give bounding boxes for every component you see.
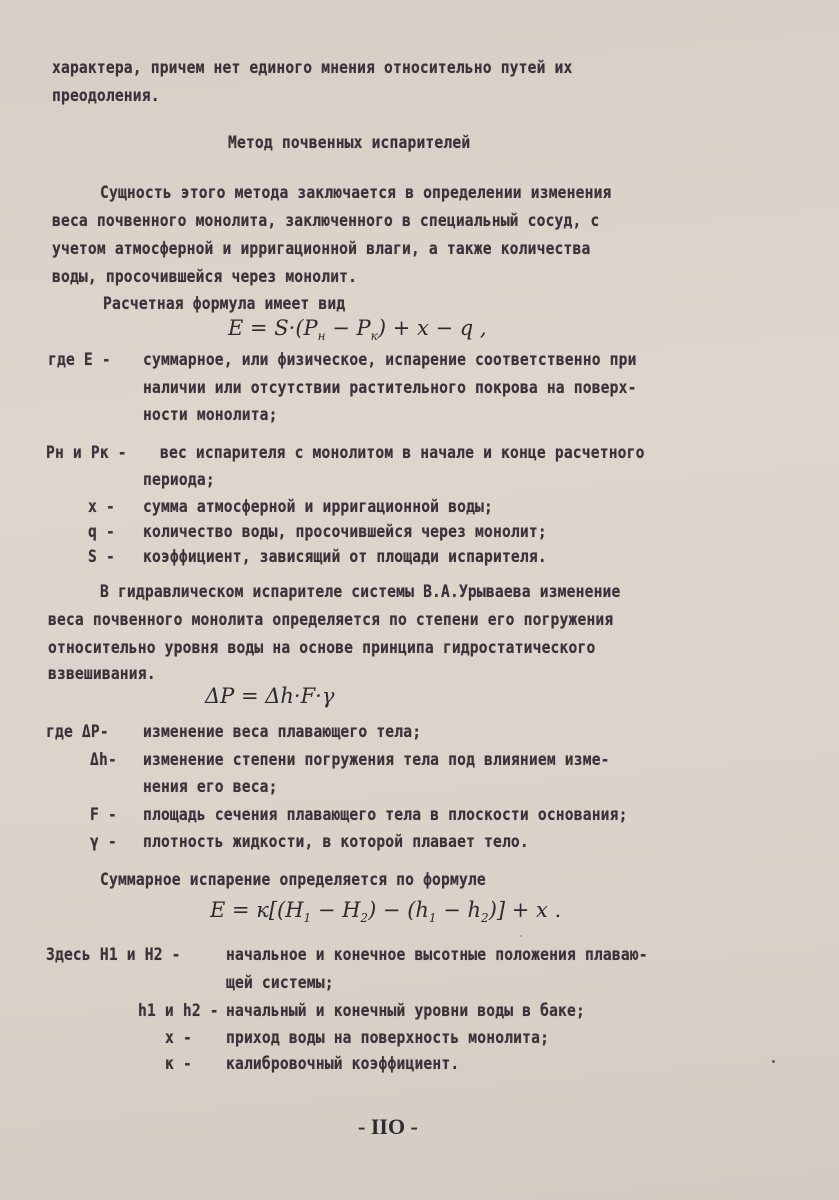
- legend1-symbol-P: Pн и Pк -: [46, 443, 127, 463]
- section-title: Метод почвенных испарителей: [228, 133, 471, 153]
- formula-total-evaporation: [210, 898, 561, 925]
- paper-speck: [772, 1060, 775, 1063]
- legend3-text-H: начальное и конечное высотные положения плаваю-: [226, 945, 648, 965]
- legend2-symbol-gamma: γ -: [90, 832, 117, 852]
- page-number: - IIO -: [358, 1114, 418, 1139]
- legend1-text-S: коэффициент, зависящий от площади испарителя.: [143, 547, 547, 567]
- legend1-text-E: суммарное, или физическое, испарение соответственно при: [143, 350, 637, 370]
- formula3-part: )] + x .: [488, 898, 562, 922]
- paragraph1-line-3: учетом атмосферной и ирригационной влаги, а также количества: [52, 239, 591, 259]
- legend3-symbol-h: h1 и h2 -: [138, 1001, 219, 1021]
- legend2-text-F: площадь сечения плавающего тела в плоскости основания;: [143, 805, 628, 825]
- formula-intro: Расчетная формула имеет вид: [103, 294, 346, 314]
- formula1-part: − P: [325, 316, 371, 340]
- legend1-text-q: количество воды, просочившейся через монолит;: [143, 522, 547, 542]
- legend3-symbol-x: x -: [165, 1028, 192, 1048]
- legend2-text-dh-cont: нения его веса;: [143, 777, 278, 797]
- legend3-text-k: калибровочный коэффициент.: [226, 1054, 460, 1074]
- formula3-intro: Суммарное испарение определяется по формуле: [100, 870, 486, 890]
- formula1-part: ) + x − q ,: [377, 316, 487, 340]
- legend2-text-dP: изменение веса плавающего тела;: [143, 722, 422, 742]
- paragraph2-line-3: относительно уровня воды на основе принципа гидростатического: [48, 638, 596, 658]
- formula1-part: E = S·(P: [228, 316, 318, 340]
- legend3-text-h: начальный и конечный уровни воды в баке;: [226, 1001, 585, 1021]
- formula3-sub: 2: [360, 911, 369, 926]
- formula3-sub: 2: [481, 911, 489, 926]
- legend2-symbol-dh: Δh-: [90, 750, 117, 770]
- formula1-sub-k: к: [370, 329, 378, 344]
- legend2-symbol-F: F -: [90, 805, 117, 825]
- legend2-symbol-dP: где ΔP-: [46, 722, 109, 742]
- formula3-sub: 1: [428, 911, 437, 926]
- legend3-symbol-H: Здесь H1 и H2 -: [46, 945, 181, 965]
- paragraph2-line-2: веса почвенного монолита определяется по степени его погружения: [48, 610, 614, 630]
- intro-line-1: характера, причем нет единого мнения относительно путей их: [52, 58, 573, 78]
- legend3-symbol-k: к -: [165, 1054, 192, 1074]
- legend1-text-E-cont1: наличии или отсутствии растительного покрова на поверх-: [143, 378, 637, 398]
- formula3-part: E = к[(H: [210, 898, 304, 922]
- paragraph1-line-2: веса почвенного монолита, заключенного в специальный сосуд, с: [52, 211, 600, 231]
- legend2-text-gamma: плотность жидкости, в которой плавает тело.: [143, 832, 529, 852]
- formula3-part: ) − (h: [368, 898, 429, 922]
- formula3-part: − H: [311, 898, 361, 922]
- intro-line-2: преодоления.: [52, 86, 160, 106]
- legend1-symbol-q: q -: [88, 522, 115, 542]
- formula1-sub-n: н: [317, 329, 326, 344]
- paragraph2-line-1: В гидравлическом испарителе системы В.А.Урываева изменение: [100, 582, 621, 602]
- formula-hydrostatic: ΔP = Δh·F·γ: [205, 684, 335, 708]
- formula-evaporation: [228, 316, 487, 343]
- legend1-symbol-E: где E -: [48, 350, 111, 370]
- legend1-symbol-x: x -: [88, 497, 115, 517]
- legend1-text-x: сумма атмосферной и ирригационной воды;: [143, 497, 493, 517]
- paragraph1-line-1: Сущность этого метода заключается в определении изменения: [100, 183, 612, 203]
- legend1-text-P-cont: периода;: [143, 470, 215, 490]
- legend1-text-P: вес испарителя с монолитом в начале и конце расчетного: [160, 443, 645, 463]
- paragraph1-line-4: воды, просочившейся через монолит.: [52, 267, 358, 287]
- formula3-sub: 1: [303, 911, 312, 926]
- legend3-text-H-cont: щей системы;: [226, 973, 334, 993]
- formula3-part: − h: [436, 898, 482, 922]
- legend1-symbol-S: S -: [88, 547, 115, 567]
- paper-speck: [520, 935, 522, 937]
- legend2-text-dh: изменение степени погружения тела под влиянием изме-: [143, 750, 610, 770]
- legend1-text-E-cont2: ности монолита;: [143, 405, 278, 425]
- legend3-text-x: приход воды на поверхность монолита;: [226, 1028, 550, 1048]
- paragraph2-line-4: взвешивания.: [48, 664, 156, 684]
